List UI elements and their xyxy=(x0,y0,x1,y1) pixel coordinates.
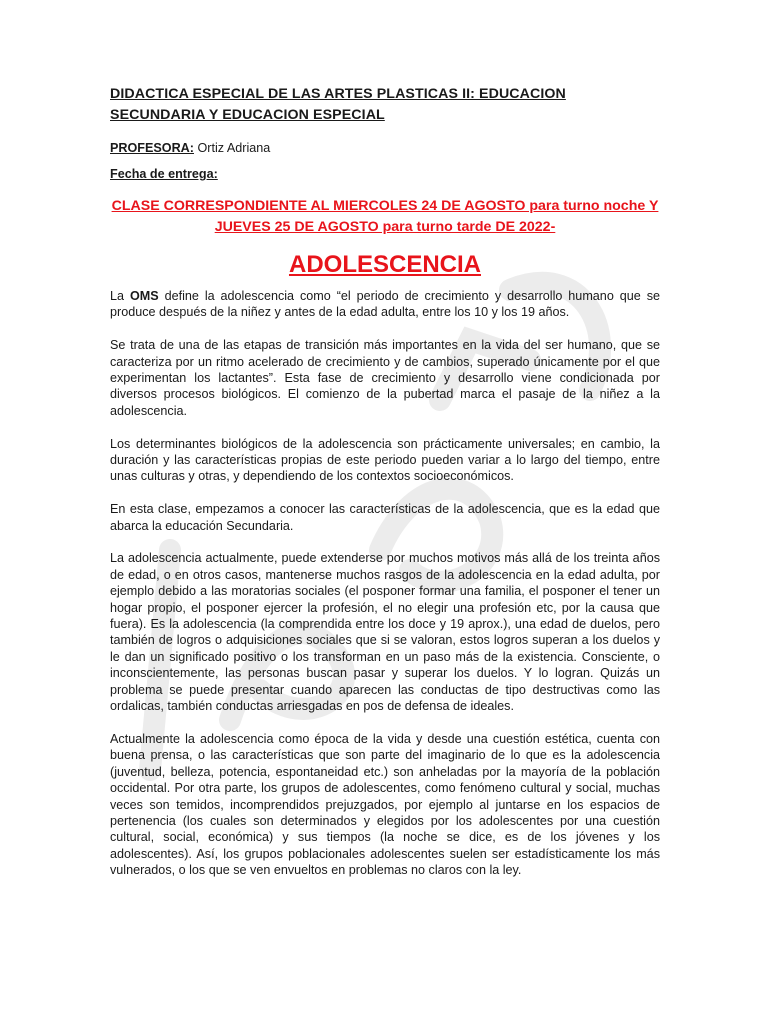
paragraph-text: define la adolescencia como “el periodo de crecimiento y desarrollo humano que se produce después de la niñez y antes de la edad adulta, entre los 10 y los 19 años. xyxy=(110,289,660,320)
professor-line xyxy=(110,140,660,156)
section-heading: ADOLESCENCIA xyxy=(288,251,481,278)
paragraph-determinants: Los determinantes biológicos de la adolescencia son prácticamente universales; en cambio, la duración y las características propias de este periodo pueden variar a lo largo del tiempo, entre unas culturas y otras, y dependiendo de los contextos socioeconómicos. xyxy=(110,436,660,484)
paragraph-aesthetic: Actualmente la adolescencia como época de la vida y desde una cuestión estética, cuenta con buena prensa, o las características que son parte del imaginario de lo que es la adolescencia (juventud, belleza, potencia, espontaneidad etc.) son anheladas por la mayoría de la población occidental. Por otra parte, los grupos de adolescentes, como fenómeno cultural y social, muchas veces son temidos, incomprendidos prejuzgados, por ejemplo al juntarse en los espacios de pertenencia (los cuales son determinados y elegidos por los adolescentes por una cuestión cultural, social, económica) y sus tiempos (la noche se dice, es de los jóvenes y los adolescentes). Así, los grupos poblacionales adolescentes suelen ser estadísticamente los más vulnerados, o los que se ven envueltos en problemas no claros con la ley. xyxy=(110,731,660,878)
paragraph-extension: La adolescencia actualmente, puede extenderse por muchos motivos más allá de los treinta años de edad, o en otros casos, mantenerse muchos rasgos de la adolescencia en la edad adulta, por ejemplo debido a las moratorias sociales (el posponer formar una familia, el posponer el tener un hogar propio, el posponer ejercer la profesión, el no elegir una profesión etc, por la causa que fuera). Es la adolescencia (la comprendida entre los doce y 19 aprox.), una edad de duelos, pero también de logros o adquisiciones sociales que si se valoran, estos logros superan a los duelos y le dan un significado positivo o los transforman en un paso más de la existencia. Consciente, o inconscientemente, las personas buscan pasar y superar los duelos. Y lo logran. Quizás un problema se puede presentar cuando aparecen las conductas de tipo destructivas como las ordalicas, también conductas arriesgadas en pos de defensa de ideales. xyxy=(110,551,660,714)
paragraph-oms-definition xyxy=(110,288,660,321)
document-title: DIDACTICA ESPECIAL DE LAS ARTES PLASTICAS II: EDUCACION SECUNDARIA Y EDUCACION ESPECIAL xyxy=(110,86,566,123)
paragraph-transition: Se trata de una de las etapas de transición más importantes en la vida del ser humano, que se caracteriza por un ritmo acelerado de crecimiento y de cambios, superado únicamente por el que experimentan los lactantes”. Esta fase de crecimiento y desarrollo viene condicionada por diversos procesos biológicos. El comienzo de la pubertad marca el pasaje de la niñez a la adolescencia. xyxy=(110,338,660,418)
professor-label: PROFESORA: xyxy=(110,141,194,155)
document-body xyxy=(110,84,660,895)
delivery-date-label: Fecha de entrega: xyxy=(110,167,218,181)
paragraph-this-class: En esta clase, empezamos a conocer las características de la adolescencia, que es la edad que abarca la educación Secundaria. xyxy=(110,502,660,533)
class-schedule-note: CLASE CORRESPONDIENTE AL MIERCOLES 24 DE AGOSTO para turno noche Y JUEVES 25 DE AGOSTO para turno tarde DE 2022- xyxy=(111,198,659,235)
delivery-date-line xyxy=(110,166,660,182)
oms-acronym: OMS xyxy=(129,289,159,303)
professor-name: Ortiz Adriana xyxy=(193,141,271,155)
paragraph-text: La xyxy=(110,289,130,303)
